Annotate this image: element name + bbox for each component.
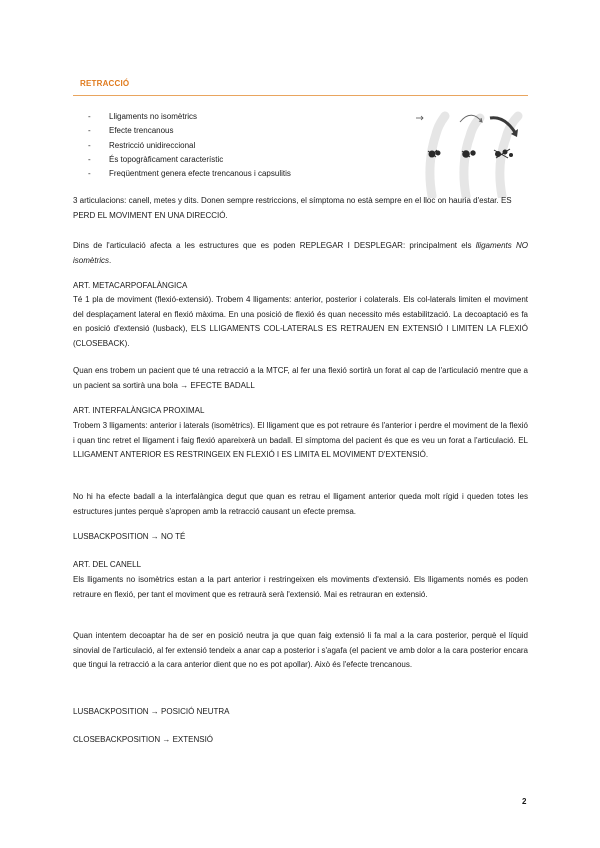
paragraph-articulations: 3 articulacions: canell, metes y dits. Donen sempre restriccions, el símptoma no està sempre en el lloc on hauria d'estar. ES PERD EL MOVIMENT EN UNA DIRECCIÓ. [73, 196, 512, 220]
lusback-no-te: LUSBACKPOSITION → NO TÉ [73, 532, 186, 541]
page-number: 2 [522, 797, 527, 806]
heading-proximal-interphalangeal: ART. INTERFALÀNGICA PROXIMAL [73, 406, 205, 415]
lusback-neutral: LUSBACKPOSITION → POSICIÓ NEUTRA [73, 707, 230, 716]
list-item: - Restricció unidireccional [88, 139, 291, 153]
heading-metacarpophalangeal: ART. METACARPOFALÀNGICA [73, 281, 188, 290]
paragraph-no-badall: No hi ha efecte badall a la interfalàngica degut que quan es retrau el lligament anterior queda molt rígid i queden totes les estructures juntes perquè s'apropen amb la retracció causant un efecte premsa. [73, 492, 528, 516]
heading-wrist: ART. DEL CANELL [73, 560, 142, 569]
paragraph-badall-effect: Quan ens trobem un pacient que té una retracció a la MTCF, al fer una flexió sortirà un forat al cap de l'articulació mentre que a un pacient sa sortirà una bola → EFECTE BADALL [73, 366, 528, 390]
bone-segment-3 [500, 116, 518, 196]
paragraph-decoaptation: Quan intentem decoaptar ha de ser en posició neutra ja que quan faig extensió li fa mal a la cara posterior, perquè el líquid sinovial de l'articulació, al fer extensió tendeix a anar cap a posterior i s'agafa (el pacient ve amb dolor a la cara posterior encara que tingui la retracció a la cara anterior dient que no es pot apollar). Això és l'efecte trencanous. [73, 631, 528, 670]
list-item: - Freqüentment genera efecte trencanous i capsulitis [88, 167, 291, 181]
bullet-dash: - [88, 169, 91, 179]
list-item: - Lligaments no isomètrics [88, 110, 291, 124]
list-item: - Efecte trencanous [88, 124, 291, 138]
retraction-illustration [410, 104, 528, 198]
bullet-dash: - [88, 154, 91, 164]
paragraph-proximal-interphalangeal: Trobem 3 lligaments: anterior i laterals (isomètrics). El lligament que es pot retraure és l'anterior i perdre el moviment de la flexió i quan tinc retret el lligament i faig flexió apareixerà un badall. El símptoma del pacient és que es veu un forat a l'articulació. EL LLIGAMENT ANTERIOR ES RESTRINGEIX EN FLEXIÓ I ES LIMITA EL MOVIMENT D'EXTENSIÓ. [73, 421, 528, 460]
list-item: - És topogràficament característic [88, 153, 291, 167]
bullet-dash: - [88, 112, 91, 121]
bullet-list [88, 110, 291, 181]
bullet-dash: - [88, 140, 91, 150]
closeback-extension: CLOSEBACKPOSITION → EXTENSIÓ [73, 735, 214, 744]
paragraph-wrist: Els lligaments no isomètrics estan a la part anterior i restringeixen els moviments d'extensió. Els lligaments només es poden retraure en flexió, per tant el moviment que es retraurà serà l'extensió. Mai es retrauran en extensió. [73, 575, 528, 599]
paragraph-structures: Dins de l'articulació afecta a les estructures que es poden REPLEGAR I DESPLEGAR: principalment els lligaments NO isomètrics. [73, 241, 528, 265]
section-divider [73, 95, 528, 96]
bullet-dash: - [88, 126, 91, 136]
paragraph-metacarpophalangeal: Té 1 pla de moviment (flexió-extensió). Trobem 4 lligaments: anterior, posterior i colaterals. Els col-laterals limiten el moviment del desplaçament lateral en flexió màxima. En una posició de flexió és quan necessito més estabilització. La decoaptació es fa en posició d'extensió (lusback), ELS LLIGAMENTS COL-LATERALS ES RETRAUEN EN EXTENSIÓ I LIMITEN LA FLEXIÓ (CLOSEBACK). [73, 295, 529, 348]
section-title: RETRACCIÓ [80, 79, 130, 88]
